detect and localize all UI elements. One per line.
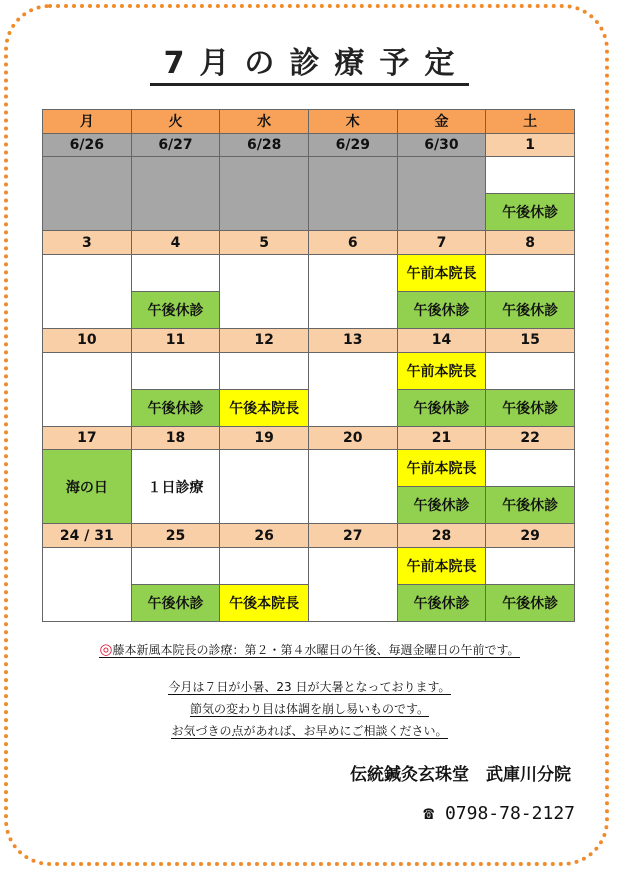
past-day-cell — [220, 157, 309, 231]
afternoon-closed-cell: 午後休診 — [131, 291, 220, 328]
phone-number-text: 0798-78-2127 — [444, 803, 575, 824]
empty-cell — [131, 254, 220, 291]
date-cell: 15 — [486, 328, 575, 352]
date-row — [43, 133, 575, 157]
empty-cell — [308, 254, 397, 328]
date-row — [43, 524, 575, 548]
date-cell: 6/28 — [220, 133, 309, 157]
season-note-line3: お気づきの点があれば、お早めにご相談ください。 — [171, 724, 448, 738]
schedule-row-am — [43, 352, 575, 389]
double-circle-icon: ◎ — [99, 640, 113, 658]
schedule-row-am — [43, 254, 575, 291]
morning-director-cell: 午前本院長 — [397, 450, 486, 487]
weekday-tue: 火 — [131, 110, 220, 134]
date-cell: 12 — [220, 328, 309, 352]
date-cell: 27 — [308, 524, 397, 548]
date-cell: 29 — [486, 524, 575, 548]
afternoon-director-cell: 午後本院長 — [220, 584, 309, 621]
empty-cell — [131, 547, 220, 584]
director-schedule-note — [0, 640, 619, 658]
empty-cell — [486, 352, 575, 389]
season-note-line1: 今月は７日が小暑、23 日が大暑となっております。 — [168, 680, 451, 694]
phone-icon: ☎ — [423, 803, 435, 824]
date-cell: 6/27 — [131, 133, 220, 157]
schedule-row-am — [43, 157, 575, 194]
date-cell: 3 — [43, 231, 132, 255]
full-day-cell: １日診療 — [131, 450, 220, 524]
afternoon-closed-cell: 午後休診 — [486, 194, 575, 231]
date-cell: 10 — [43, 328, 132, 352]
date-row — [43, 426, 575, 450]
afternoon-closed-cell: 午後休診 — [486, 584, 575, 621]
empty-cell — [308, 352, 397, 426]
past-day-cell — [397, 157, 486, 231]
afternoon-director-cell: 午後本院長 — [220, 389, 309, 426]
morning-director-cell: 午前本院長 — [397, 254, 486, 291]
empty-cell — [308, 450, 397, 524]
weekday-thu: 木 — [308, 110, 397, 134]
empty-cell — [220, 352, 309, 389]
director-schedule-text: 藤本新風本院長の診療：第２・第４水曜日の午後、毎週金曜日の午前です。 — [112, 643, 520, 657]
afternoon-closed-cell: 午後休診 — [486, 487, 575, 524]
phone-number[interactable] — [423, 803, 575, 824]
date-cell: 14 — [397, 328, 486, 352]
date-cell: 22 — [486, 426, 575, 450]
date-cell: 6/26 — [43, 133, 132, 157]
schedule-row-am — [43, 547, 575, 584]
date-cell: 11 — [131, 328, 220, 352]
date-cell: 4 — [131, 231, 220, 255]
weekday-mon: 月 — [43, 110, 132, 134]
afternoon-closed-cell: 午後休診 — [131, 584, 220, 621]
date-cell: 6/30 — [397, 133, 486, 157]
empty-cell — [131, 352, 220, 389]
weekday-sat: 土 — [486, 110, 575, 134]
schedule-row-am — [43, 450, 575, 487]
weekday-fri: 金 — [397, 110, 486, 134]
empty-cell — [486, 157, 575, 194]
afternoon-closed-cell: 午後休診 — [397, 487, 486, 524]
date-row — [43, 328, 575, 352]
date-cell: 7 — [397, 231, 486, 255]
season-note-line2: 節気の変わり目は体調を崩し易いものです。 — [189, 702, 430, 716]
past-day-cell — [308, 157, 397, 231]
afternoon-closed-cell: 午後休診 — [397, 291, 486, 328]
empty-cell — [486, 450, 575, 487]
date-cell: 28 — [397, 524, 486, 548]
empty-cell — [220, 254, 309, 328]
date-cell: 21 — [397, 426, 486, 450]
afternoon-closed-cell: 午後休診 — [397, 389, 486, 426]
date-cell: 1 — [486, 133, 575, 157]
date-cell: 26 — [220, 524, 309, 548]
date-cell: 5 — [220, 231, 309, 255]
date-cell: 6/29 — [308, 133, 397, 157]
weekday-header-row — [43, 110, 575, 134]
calendar-table — [42, 109, 575, 622]
empty-cell — [220, 450, 309, 524]
date-cell: 20 — [308, 426, 397, 450]
date-row — [43, 231, 575, 255]
date-cell: 6 — [308, 231, 397, 255]
empty-cell — [43, 547, 132, 621]
afternoon-closed-cell: 午後休診 — [397, 584, 486, 621]
page-title: 7月の診療予定 — [0, 38, 619, 82]
holiday-cell: 海の日 — [43, 450, 132, 524]
date-cell: 24 / 31 — [43, 524, 132, 548]
date-cell: 25 — [131, 524, 220, 548]
date-cell: 19 — [220, 426, 309, 450]
date-cell: 17 — [43, 426, 132, 450]
empty-cell — [43, 254, 132, 328]
empty-cell — [43, 352, 132, 426]
date-cell: 18 — [131, 426, 220, 450]
empty-cell — [308, 547, 397, 621]
empty-cell — [486, 254, 575, 291]
clinic-name: 伝統鍼灸玄珠堂 武庫川分院 — [350, 765, 571, 785]
afternoon-closed-cell: 午後休診 — [131, 389, 220, 426]
afternoon-closed-cell: 午後休診 — [486, 389, 575, 426]
past-day-cell — [43, 157, 132, 231]
date-cell: 13 — [308, 328, 397, 352]
weekday-wed: 水 — [220, 110, 309, 134]
date-cell: 8 — [486, 231, 575, 255]
empty-cell — [220, 547, 309, 584]
afternoon-closed-cell: 午後休診 — [486, 291, 575, 328]
morning-director-cell: 午前本院長 — [397, 352, 486, 389]
past-day-cell — [131, 157, 220, 231]
empty-cell — [486, 547, 575, 584]
morning-director-cell: 午前本院長 — [397, 547, 486, 584]
